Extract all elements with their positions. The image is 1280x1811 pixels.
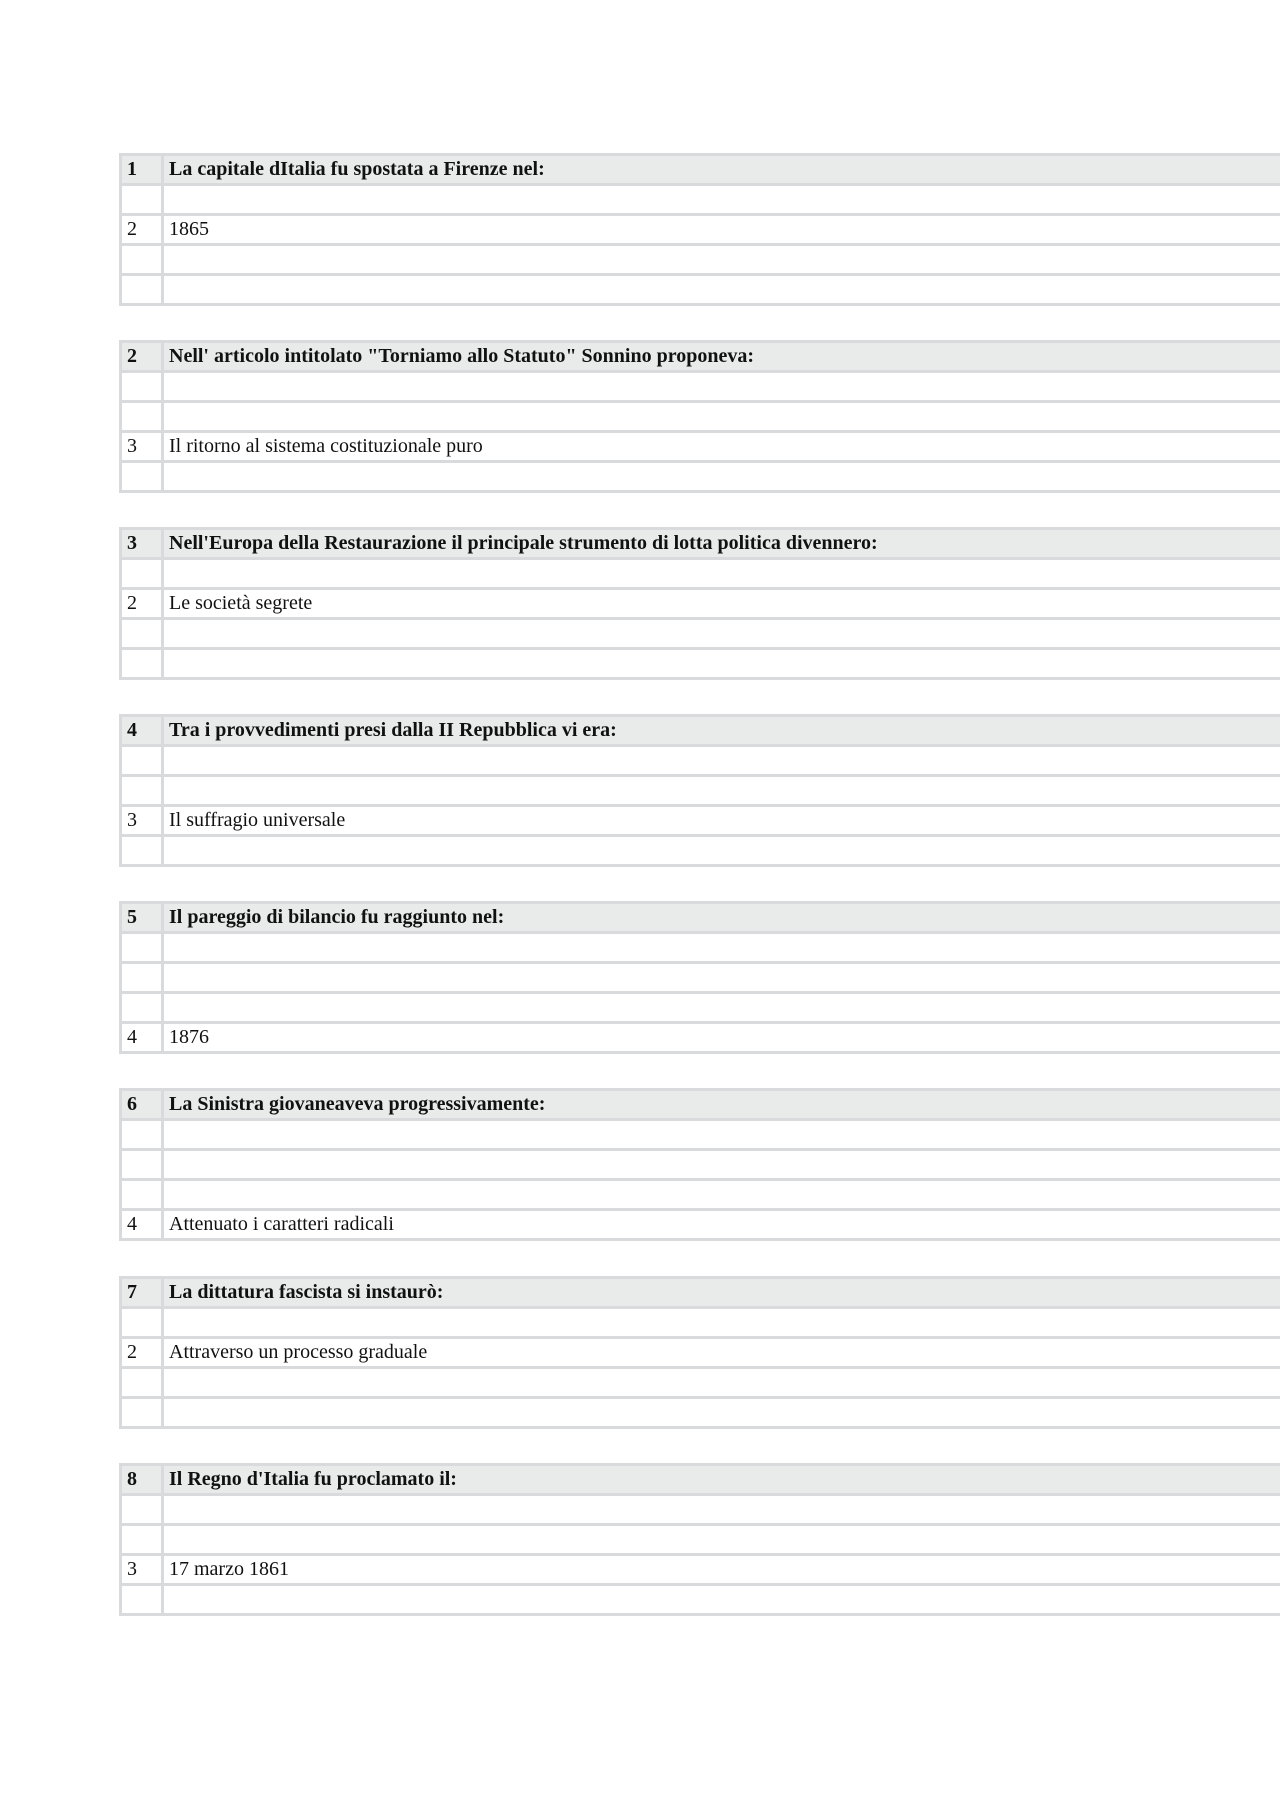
question-text: Tra i provvedimenti presi dalla II Repubblica vi era: xyxy=(169,719,617,741)
question-number: 6 xyxy=(119,1091,164,1118)
question-header-row xyxy=(119,527,1280,557)
answer-text: Attenuato i caratteri radicali xyxy=(169,1213,394,1235)
answer-row xyxy=(119,1336,1280,1366)
question-block xyxy=(119,1276,1280,1429)
empty-option-row xyxy=(119,1118,1280,1148)
option-text-cell xyxy=(164,1151,1280,1178)
option-text-cell xyxy=(164,994,1280,1021)
question-header-row xyxy=(119,340,1280,370)
empty-option-row xyxy=(119,460,1280,490)
option-text-cell xyxy=(164,934,1280,961)
question-number: 8 xyxy=(119,1466,164,1493)
option-text-cell xyxy=(164,1309,1280,1336)
answer-row xyxy=(119,213,1280,243)
option-number-cell xyxy=(119,1526,164,1553)
option-text-cell xyxy=(164,1369,1280,1396)
empty-option-row xyxy=(119,647,1280,677)
option-text-cell xyxy=(164,403,1280,430)
empty-option-row xyxy=(119,273,1280,303)
question-block xyxy=(119,153,1280,306)
option-text-cell xyxy=(164,560,1280,587)
answer-number: 3 xyxy=(119,807,164,834)
answer-row xyxy=(119,804,1280,834)
question-block xyxy=(119,340,1280,493)
option-text-cell xyxy=(164,1121,1280,1148)
option-text-cell xyxy=(164,777,1280,804)
option-number-cell xyxy=(119,1369,164,1396)
question-number: 5 xyxy=(119,904,164,931)
option-text-cell xyxy=(164,620,1280,647)
answer-number: 3 xyxy=(119,1556,164,1583)
option-number-cell xyxy=(119,373,164,400)
option-text-cell xyxy=(164,246,1280,273)
question-header-row xyxy=(119,1276,1280,1306)
answer-number: 2 xyxy=(119,590,164,617)
question-block xyxy=(119,1463,1280,1616)
answer-text: 1865 xyxy=(169,218,209,240)
question-number: 4 xyxy=(119,717,164,744)
answer-row xyxy=(119,430,1280,460)
question-text: La dittatura fascista si instaurò: xyxy=(169,1281,444,1303)
empty-option-row xyxy=(119,834,1280,864)
answer-number: 2 xyxy=(119,216,164,243)
question-number: 3 xyxy=(119,530,164,557)
empty-option-row xyxy=(119,1396,1280,1426)
answer-row xyxy=(119,1553,1280,1583)
option-text-cell xyxy=(164,747,1280,774)
question-text: Nell'Europa della Restaurazione il principale strumento di lotta politica divennero: xyxy=(169,532,878,554)
option-number-cell xyxy=(119,1309,164,1336)
option-number-cell xyxy=(119,777,164,804)
question-text: Nell' articolo intitolato "Torniamo allo Statuto" Sonnino proponeva: xyxy=(169,345,755,367)
option-number-cell xyxy=(119,403,164,430)
empty-option-row xyxy=(119,1583,1280,1613)
question-header-row xyxy=(119,901,1280,931)
option-text-cell xyxy=(164,650,1280,677)
question-header-row xyxy=(119,153,1280,183)
empty-option-row xyxy=(119,1366,1280,1396)
answer-text: Attraverso un processo graduale xyxy=(169,1341,428,1363)
empty-option-row xyxy=(119,931,1280,961)
empty-option-row xyxy=(119,557,1280,587)
option-text-cell xyxy=(164,964,1280,991)
answer-text: Il suffragio universale xyxy=(169,809,346,831)
empty-option-row xyxy=(119,1493,1280,1523)
empty-option-row xyxy=(119,400,1280,430)
option-number-cell xyxy=(119,1181,164,1208)
option-number-cell xyxy=(119,246,164,273)
empty-option-row xyxy=(119,183,1280,213)
option-number-cell xyxy=(119,463,164,490)
answer-text: Il ritorno al sistema costituzionale puro xyxy=(169,435,483,457)
answer-number: 4 xyxy=(119,1211,164,1238)
option-number-cell xyxy=(119,1399,164,1426)
question-text: Il pareggio di bilancio fu raggiunto nel: xyxy=(169,906,505,928)
option-number-cell xyxy=(119,1496,164,1523)
question-number: 1 xyxy=(119,156,164,183)
option-text-cell xyxy=(164,276,1280,303)
option-number-cell xyxy=(119,650,164,677)
empty-option-row xyxy=(119,1148,1280,1178)
empty-option-row xyxy=(119,617,1280,647)
option-number-cell xyxy=(119,186,164,213)
option-text-cell xyxy=(164,1399,1280,1426)
option-number-cell xyxy=(119,560,164,587)
option-number-cell xyxy=(119,1586,164,1613)
answer-text: Le società segrete xyxy=(169,592,313,614)
question-block xyxy=(119,901,1280,1054)
option-number-cell xyxy=(119,1151,164,1178)
question-header-row xyxy=(119,1088,1280,1118)
answer-text: 1876 xyxy=(169,1026,209,1048)
option-number-cell xyxy=(119,276,164,303)
empty-option-row xyxy=(119,961,1280,991)
option-text-cell xyxy=(164,463,1280,490)
question-block xyxy=(119,714,1280,867)
question-text: Il Regno d'Italia fu proclamato il: xyxy=(169,1468,457,1490)
answer-number: 2 xyxy=(119,1339,164,1366)
empty-option-row xyxy=(119,991,1280,1021)
answer-row xyxy=(119,1208,1280,1238)
question-header-row xyxy=(119,1463,1280,1493)
empty-option-row xyxy=(119,1306,1280,1336)
option-number-cell xyxy=(119,837,164,864)
question-number: 2 xyxy=(119,343,164,370)
answer-text: 17 marzo 1861 xyxy=(169,1558,289,1580)
empty-option-row xyxy=(119,243,1280,273)
empty-option-row xyxy=(119,1523,1280,1553)
option-text-cell xyxy=(164,373,1280,400)
question-text: La Sinistra giovaneaveva progressivamente: xyxy=(169,1093,546,1115)
option-text-cell xyxy=(164,1181,1280,1208)
option-text-cell xyxy=(164,186,1280,213)
option-text-cell xyxy=(164,837,1280,864)
answer-row xyxy=(119,1021,1280,1051)
option-number-cell xyxy=(119,994,164,1021)
empty-option-row xyxy=(119,774,1280,804)
empty-option-row xyxy=(119,1178,1280,1208)
option-number-cell xyxy=(119,747,164,774)
option-number-cell xyxy=(119,1121,164,1148)
question-header-row xyxy=(119,714,1280,744)
question-text: La capitale dItalia fu spostata a Firenze nel: xyxy=(169,158,545,180)
option-number-cell xyxy=(119,620,164,647)
option-text-cell xyxy=(164,1586,1280,1613)
answer-number: 3 xyxy=(119,433,164,460)
option-number-cell xyxy=(119,964,164,991)
option-text-cell xyxy=(164,1496,1280,1523)
question-number: 7 xyxy=(119,1279,164,1306)
option-text-cell xyxy=(164,1526,1280,1553)
empty-option-row xyxy=(119,744,1280,774)
answer-row xyxy=(119,587,1280,617)
empty-option-row xyxy=(119,370,1280,400)
option-number-cell xyxy=(119,934,164,961)
answer-number: 4 xyxy=(119,1024,164,1051)
question-block xyxy=(119,527,1280,680)
question-block xyxy=(119,1088,1280,1241)
